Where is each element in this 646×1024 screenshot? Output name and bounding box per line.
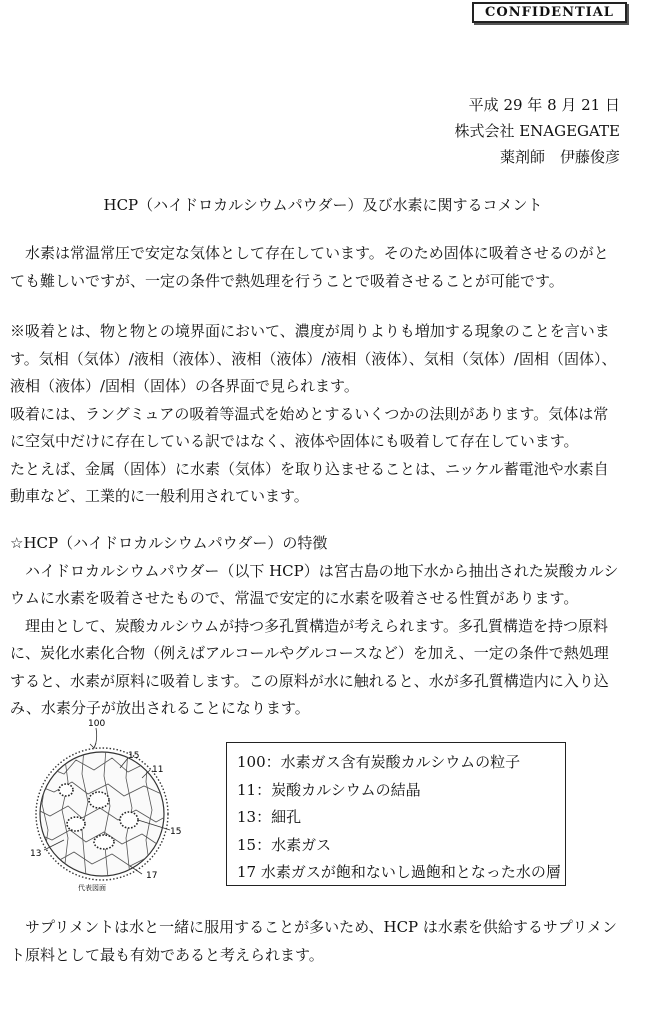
intro-line: ても難しいですが、一定の条件で熱処理を行うことで吸着させることが可能です。 bbox=[10, 271, 564, 290]
particle-diagram bbox=[24, 712, 204, 892]
legend-item: 15：水素ガス bbox=[237, 835, 332, 854]
features-section bbox=[10, 530, 636, 723]
adsorption-line: に空気中だけに存在している訳ではなく、液体や固体にも吸着して存在しています。 bbox=[10, 432, 579, 450]
legend-item: 17 水素ガスが飽和ないし過飽和となった水の層 bbox=[237, 863, 561, 881]
confidential-stamp: CONFIDENTIAL bbox=[472, 2, 627, 23]
pore bbox=[94, 835, 114, 849]
company-name: 株式会社 ENAGEGATE bbox=[454, 122, 620, 140]
particle-boundary bbox=[40, 752, 164, 876]
features-line: すると、水素が原料に吸着します。この原料が水に触れると、水が多孔質構造内に入り込 bbox=[10, 671, 609, 690]
adsorption-line: ※吸着とは、物と物との境界面において、濃度が周りよりも増加する現象のことを言いま bbox=[10, 322, 610, 340]
adsorption-line: 動車など、工業的に一般利用されています。 bbox=[10, 487, 309, 505]
features-line: に、炭化水素化合物（例えばアルコールやグルコースなど）を加え、一定の条件で熱処理 bbox=[10, 644, 609, 662]
label-11: 11 bbox=[152, 765, 164, 775]
features-line: 理由として、炭酸カルシウムが持つ多孔質構造が考えられます。多孔質構造を持つ原料 bbox=[10, 616, 608, 635]
document-date: 平成 29 年 8 月 21 日 bbox=[468, 96, 620, 114]
features-line: み、水素分子が放出されることになります。 bbox=[10, 699, 310, 717]
label-17: 17 bbox=[146, 871, 158, 881]
label-15-top: 15 bbox=[128, 751, 140, 761]
figure-caption: 代表図面 bbox=[78, 884, 106, 892]
legend-item: 13：細孔 bbox=[237, 808, 302, 826]
label-15-right: 15 bbox=[170, 827, 182, 837]
document-header bbox=[454, 92, 620, 170]
label-100: 100 bbox=[88, 719, 106, 729]
document-title: HCP（ハイドロカルシウムパウダー）及び水素に関するコメント bbox=[103, 196, 543, 214]
pore bbox=[89, 792, 109, 808]
adsorption-line: す。気相（気体）/液相（液体）、液相（液体）/液相（液体）、気相（気体）/固相（固体）、 bbox=[10, 349, 617, 368]
adsorption-paragraph bbox=[10, 318, 636, 511]
conclusion-line: ト原料として最も有効であると考えられます。 bbox=[10, 945, 324, 964]
pore bbox=[67, 817, 85, 831]
features-heading: ☆HCP（ハイドロカルシウムパウダー）の特徴 bbox=[10, 534, 328, 552]
features-line: ウムに水素を吸着させたもので、常温で安定的に水素を吸着させる性質があります。 bbox=[10, 589, 579, 607]
legend-item: 11：炭酸カルシウムの結晶 bbox=[237, 780, 421, 799]
legend-item: 100：水素ガス含有炭酸カルシウムの粒子 bbox=[237, 753, 521, 771]
pore bbox=[59, 784, 73, 796]
intro-paragraph bbox=[10, 240, 636, 295]
adsorption-line: 吸着には、ラングミュアの吸着等温式を始めとするいくつかの法則があります。気体は常 bbox=[10, 404, 609, 423]
features-line: ハイドロカルシウムパウダー（以下 HCP）は宮古島の地下水から抽出された炭酸カルシ bbox=[10, 561, 619, 580]
particle-diagram-svg bbox=[24, 712, 204, 892]
adsorption-line: たとえば、金属（固体）に水素（気体）を取り込ませることは、ニッケル蓄電池や水素自 bbox=[10, 459, 609, 478]
adsorption-line: 液相（液体）/固相（固体）の各界面で見られます。 bbox=[10, 377, 359, 395]
conclusion-line: サプリメントは水と一緒に服用することが多いため、HCP は水素を供給するサプリメン bbox=[10, 918, 618, 936]
pore bbox=[120, 812, 138, 828]
author-name: 薬剤師 伊藤俊彦 bbox=[499, 148, 620, 166]
conclusion-paragraph bbox=[10, 914, 636, 969]
intro-line: 水素は常温常圧で安定な気体として存在しています。そのため固体に吸着させるのがと bbox=[10, 244, 609, 262]
figure-legend bbox=[226, 742, 566, 886]
label-13: 13 bbox=[30, 849, 42, 859]
